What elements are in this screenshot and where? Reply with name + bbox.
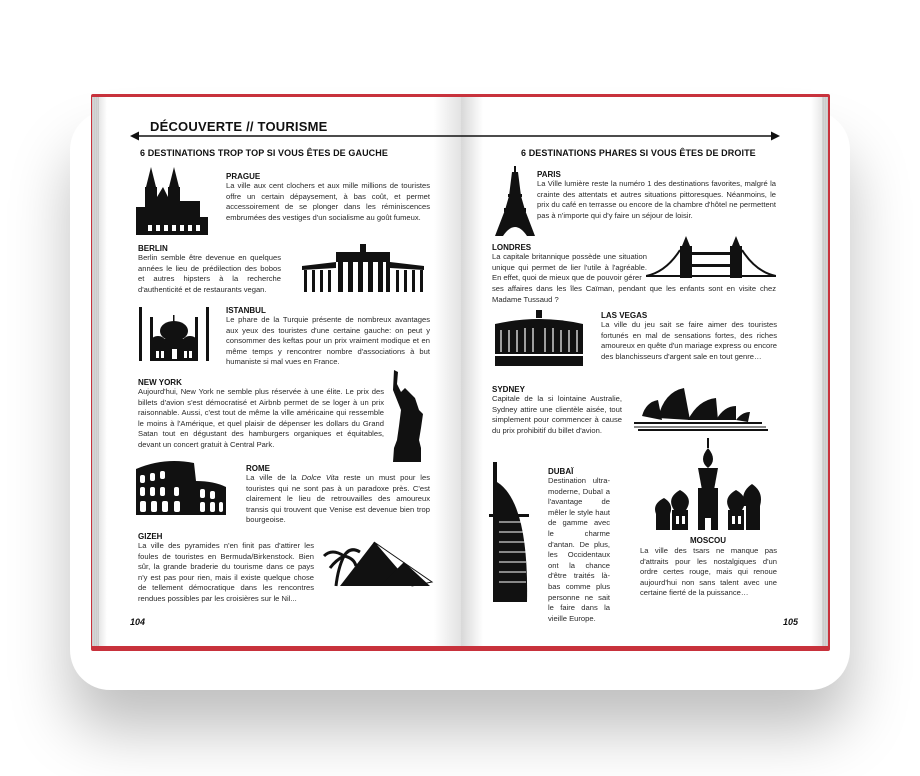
londres-text-cont: ses affaires dans les îles Caïman, pendant que les enfants sont en visite chez Madame Tussaud ? xyxy=(492,284,776,304)
dubai-text: Destination ultra-moderne, Dubaï a l'avantage de mêler le style haut de gamme avec le charme d'antan. De plus, les Occidentaux ont la chance d'être traités là-bas comme plus personne ne sait le faire dans la vieille Europe. xyxy=(548,476,610,623)
gizeh-title: GIZEH xyxy=(138,532,163,541)
berlin-text: Berlin semble être devenue en quelques années le lieu de prédilection des bobos et autres hipsters à la recherche d'authenticité et de restaurants vegan. xyxy=(138,253,281,294)
rome-title: ROME xyxy=(246,464,270,473)
rome-text-italic: Dolce Vita xyxy=(301,473,339,482)
moscou-title: MOSCOU xyxy=(690,536,726,545)
rome-text-end: reste un must pour les touristes qui ne sont pas à un paradoxe près. C'est clairement le lieu de retrouvailles des amoureux transis qui trouvent que Venise est devenue bien trop bourgeoise. xyxy=(246,473,430,525)
sydney-title: SYDNEY xyxy=(492,385,525,394)
istanbul-title: ISTANBUL xyxy=(226,306,266,315)
istanbul-text: Le phare de la Turquie présente de nombreux avantages aux yeux des touristes d'une certaine gauche: on peut y consommer des keftas pour un prix vraiment modique et en même temps y rencontrer nombre d'associations à but humaniste si mal vues en France. xyxy=(226,315,430,367)
burj-al-arab-icon xyxy=(489,462,533,602)
right-page-number: 105 xyxy=(783,617,799,627)
paris-title: PARIS xyxy=(537,170,561,179)
rome-text-start: La ville de la xyxy=(246,473,302,482)
las-vegas-text: La ville du jeu sait se faire aimer des touristes fortunés en mal de sensations fortes, des riches amoureux en quête d'un mariage express ou encore des blanchisseurs d'argent sale en tout genre… xyxy=(601,320,777,361)
prague-text: La ville aux cent clochers et aux mille millions de touristes offre un certain dépaysement, à bas coût, et permet accessoirement de se plonger dans les réminiscences embrumées des vestiges d'un socialisme au goût fumeux. xyxy=(226,181,430,222)
tower-bridge-icon xyxy=(646,236,776,280)
double-arrow-rule xyxy=(130,130,780,142)
berlin-title: BERLIN xyxy=(138,244,168,253)
rome-text xyxy=(246,473,430,526)
page-edges-right xyxy=(821,97,828,646)
eiffel-tower-icon xyxy=(495,166,535,236)
las-vegas-title: LAS VEGAS xyxy=(601,311,648,320)
prague-church-icon xyxy=(136,167,208,237)
new-york-text: Aujourd'hui, New York ne semble plus réservée à une élite. Le prix des billets d'avion s'est démocratisé et Airbnb permet de se loger à un prix raisonnable. Aussi, c'est tout de même la ville américaine qui ressemble le moins à l'Amérique, et quel plaisir de dépenser les dollars du Grand Satan tout en dégustant des hamburgers organiques et équitables, devant un concert gratuit à Central Park. xyxy=(138,387,384,449)
dubai-title: DUBAÏ xyxy=(548,467,574,476)
statue-of-liberty-icon xyxy=(389,370,425,462)
brandenburg-gate-icon xyxy=(300,244,426,294)
moscou-text: La ville des tsars ne manque pas d'attraits pour les nostalgiques d'un ordre certes rouge, mais qui renoue aujourd'hui non sans talent avec une certaine fierté de la puissance… xyxy=(640,546,777,598)
mosque-icon xyxy=(136,303,212,361)
new-york-title: NEW YORK xyxy=(138,378,182,387)
section-header: DÉCOUVERTE // TOURISME xyxy=(150,119,328,134)
left-page-number: 104 xyxy=(130,617,146,627)
londres-text: La capitale britannique possède une situation unique qui permet de lier l'utile à l'agréable. En effet, quoi de mieux que de pouvoir gérer xyxy=(492,252,647,283)
pyramids-icon xyxy=(322,538,434,588)
prague-title: PRAGUE xyxy=(226,172,261,181)
gizeh-text: La ville des pyramides n'en finit pas d'attirer les foules de touristes en Bermuda/Birkenstock. Bien sûr, la grande braderie du tourisme dans ce pays n'y est pas pour rien, mais il existe quelque chose de tellement démocratique dans les rencontres rendues possibles par les croisières sur le Nil... xyxy=(138,541,314,603)
paris-text: La Ville lumière reste la numéro 1 des destinations favorites, malgré la crainte des attentats et autres situations pittoresques. Néanmoins, le prix du café en terrasse ou encore de la chambre d'hôtel ne permettent pas à n'importe qui d'y faire un séjour de loisir. xyxy=(537,179,776,220)
page-edges-left xyxy=(92,97,99,646)
right-subtitle: 6 DESTINATIONS PHARES SI VOUS ÊTES DE DROITE xyxy=(521,148,756,158)
sydney-text: Capitale de la si lointaine Australie, Sydney attire une clientèle aisée, tout simplement pour commencer à cause du prix prohibitif du billet d'avion. xyxy=(492,394,622,435)
londres-title: LONDRES xyxy=(492,243,532,252)
colosseum-icon xyxy=(134,457,226,515)
opera-house-icon xyxy=(632,388,768,432)
saint-basil-cathedral-icon xyxy=(652,438,764,530)
left-subtitle: 6 DESTINATIONS TROP TOP SI VOUS ÊTES DE GAUCHE xyxy=(140,148,388,158)
casino-hotel-icon xyxy=(493,310,585,366)
